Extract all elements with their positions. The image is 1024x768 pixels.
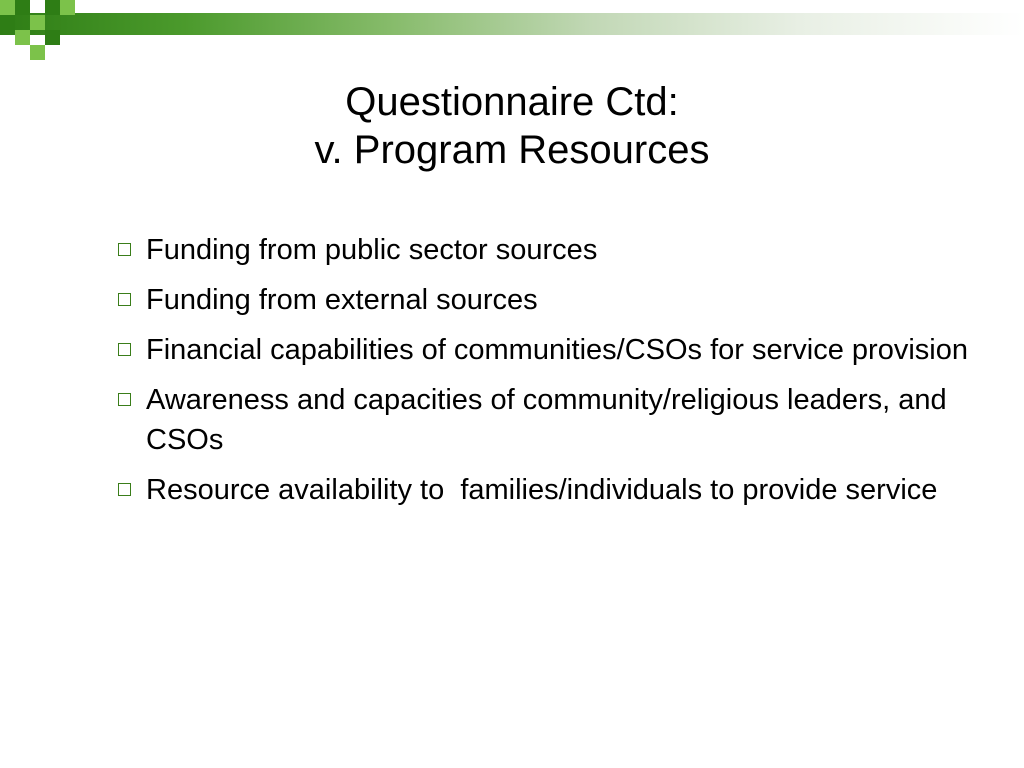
slide-title bbox=[0, 78, 1024, 174]
bullet-item bbox=[118, 280, 998, 320]
header-gradient-bar bbox=[0, 13, 1024, 35]
checker-square bbox=[30, 45, 45, 60]
hollow-square-bullet-icon bbox=[118, 293, 131, 306]
bullet-text: Financial capabilities of communities/CSOs for service provision bbox=[146, 334, 968, 366]
bullet-list bbox=[118, 230, 998, 520]
checker-square bbox=[0, 15, 15, 30]
checker-square bbox=[15, 30, 30, 45]
slide-title-line-2: v. Program Resources bbox=[314, 128, 710, 172]
checker-square bbox=[45, 0, 60, 15]
hollow-square-bullet-icon bbox=[118, 393, 131, 406]
hollow-square-bullet-icon bbox=[118, 243, 131, 256]
bullet-item bbox=[118, 230, 998, 270]
checker-square bbox=[45, 30, 60, 45]
hollow-square-bullet-icon bbox=[118, 343, 131, 356]
bullet-text: Funding from external sources bbox=[146, 284, 538, 316]
hollow-square-bullet-icon bbox=[118, 483, 131, 496]
bullet-item bbox=[118, 380, 998, 460]
checker-square bbox=[30, 15, 45, 30]
checker-square bbox=[0, 0, 15, 15]
checker-square bbox=[60, 0, 75, 15]
checker-square bbox=[15, 0, 30, 15]
bullet-text: Resource availability to families/individuals to provide service bbox=[146, 474, 938, 506]
bullet-item bbox=[118, 470, 998, 510]
bullet-text: Funding from public sector sources bbox=[146, 234, 598, 266]
slide-title-line-1: Questionnaire Ctd: bbox=[345, 80, 679, 124]
bullet-item bbox=[118, 330, 998, 370]
bullet-text: Awareness and capacities of community/religious leaders, and CSOs bbox=[146, 384, 947, 456]
